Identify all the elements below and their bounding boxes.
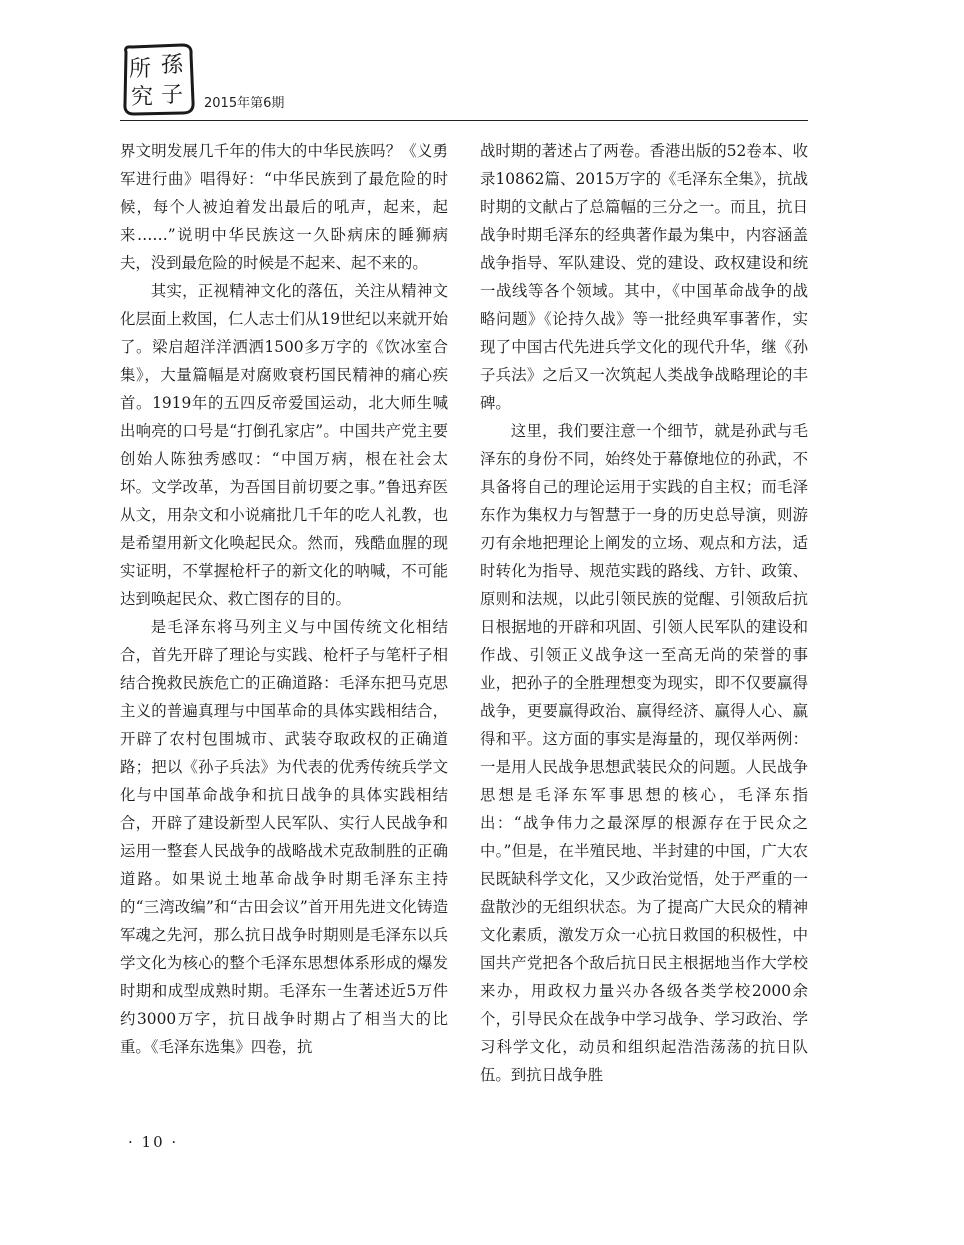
- issue-label: 2015年第6期: [204, 96, 285, 111]
- svg-text:究: 究: [130, 85, 154, 110]
- page-number: · 10 ·: [128, 1133, 179, 1151]
- logo-seal-icon: [120, 42, 196, 118]
- header-divider: [120, 120, 808, 121]
- left-paragraph-3: 是毛泽东将马列主义与中国传统文化相结合，首先开辟了理论与实践、枪杆子与笔杆子相结合挽救民族危亡的正确道路：毛泽东把马克思主义的普遍真理与中国革命的具体实践相结合，开辟了农村包围城市、武装夺取政权的正确道路；把以《孙子兵法》为代表的优秀传统兵学文化与中国革命战争和抗日战争的具体实践相结合，开辟了建设新型人民军队、实行人民战争和运用一整套人民战争的战略战术克敌制胜的正确道路。如果说土地革命战争时期毛泽东主持的“三湾改编”和“古田会议”首开用先进文化铸造军魂之先河，那么抗日战争时期则是毛泽东以兵学文化为核心的整个毛泽东思想体系形成的爆发时期和成型成熟时期。毛泽东一生著述近5万件约3000万字，抗日战争时期占了相当大的比重。《毛泽东选集》四卷，抗: [120, 618, 448, 1056]
- right-paragraph-2: 这里，我们要注意一个细节，就是孙武与毛泽东的身份不同，始终处于幕僚地位的孙武，不具备将自己的理论运用于实践的自主权；而毛泽东作为集权力与智慧于一身的历史总导演，则游刃有余地把理论上阐发的立场、观点和方法，适时转化为指导、规范实践的路线、方针、政策、原则和法规，以此引领民族的觉醒、引领敌后抗日根据地的开辟和巩固、引领人民军队的建设和作战、引领正义战争这一至高无尚的荣誉的事业，把孙子的全胜理想变为现实，即不仅要赢得战争，更要赢得政治、赢得经济、赢得人心、赢得和平。这方面的事实是海量的，现仅举两例：一是用人民战争思想武装民众的问题。人民战争思想是毛泽东军事思想的核心，毛泽东指出：“战争伟力之最深厚的根源存在于民众之中。”但是，在半殖民地、半封建的中国，广大农民既缺科学文化，又少政治觉悟，处于严重的一盘散沙的无组织状态。为了提高广大民众的精神文化素质，激发万众一心抗日救国的积极性，中国共产党把各个敌后抗日民主根据地当作大学校来办，用政权力量兴办各级各类学校2000余个，引导民众在战争中学习战争、学习政治、学习科学文化，动员和组织起浩浩荡荡的抗日队伍。到抗日战争胜: [480, 422, 808, 1084]
- svg-text:孫: 孫: [160, 53, 184, 78]
- left-paragraph-2: 其实，正视精神文化的落伍，关注从精神文化层面上救国，仁人志士们从19世纪以来就开始了。梁启超洋洋洒洒1500多万字的《饮冰室合集》，大量篇幅是对腐败衰朽国民精神的痛心疾首。1919年的五四反帝爱国运动，北大师生喊出响亮的口号是“打倒孔家店”。中国共产党主要创始人陈独秀感叹：“中国万病，根在社会太坏。文学改革，为吾国目前切要之事。”鲁迅弃医从文，用杂文和小说痛批几千年的吃人礼教，也是希望用新文化唤起民众。然而，残酷血腥的现实证明，不掌握枪杆子的新文化的呐喊，不可能达到唤起民众、救亡图存的目的。: [120, 282, 448, 608]
- svg-text:子: 子: [160, 83, 184, 108]
- journal-logo: [120, 42, 196, 118]
- right-column: [480, 137, 808, 1089]
- right-paragraph-1: 战时期的著述占了两卷。香港出版的52卷本、收录10862篇、2015万字的《毛泽东全集》，抗战时期的文献占了总篇幅的三分之一。而且，抗日战争时期毛泽东的经典著作最为集中，内容涵盖战争指导、军队建设、党的建设、政权建设和统一战线等各个领域。其中，《中国革命战争的战略问题》《论持久战》等一批经典军事著作，实现了中国古代先进兵学文化的现代升华，继《孙子兵法》之后又一次筑起人类战争战略理论的丰碑。: [480, 142, 808, 412]
- left-paragraph-1: 界文明发展几千年的伟大的中华民族吗？《义勇军进行曲》唱得好：“中华民族到了最危险的时候，每个人被迫着发出最后的吼声，起来，起来……”说明中华民族这一久卧病床的睡狮病夫，没到最危险的时候是不起来、起不来的。: [120, 142, 448, 272]
- svg-text:所: 所: [128, 57, 152, 82]
- left-column: [120, 137, 448, 1061]
